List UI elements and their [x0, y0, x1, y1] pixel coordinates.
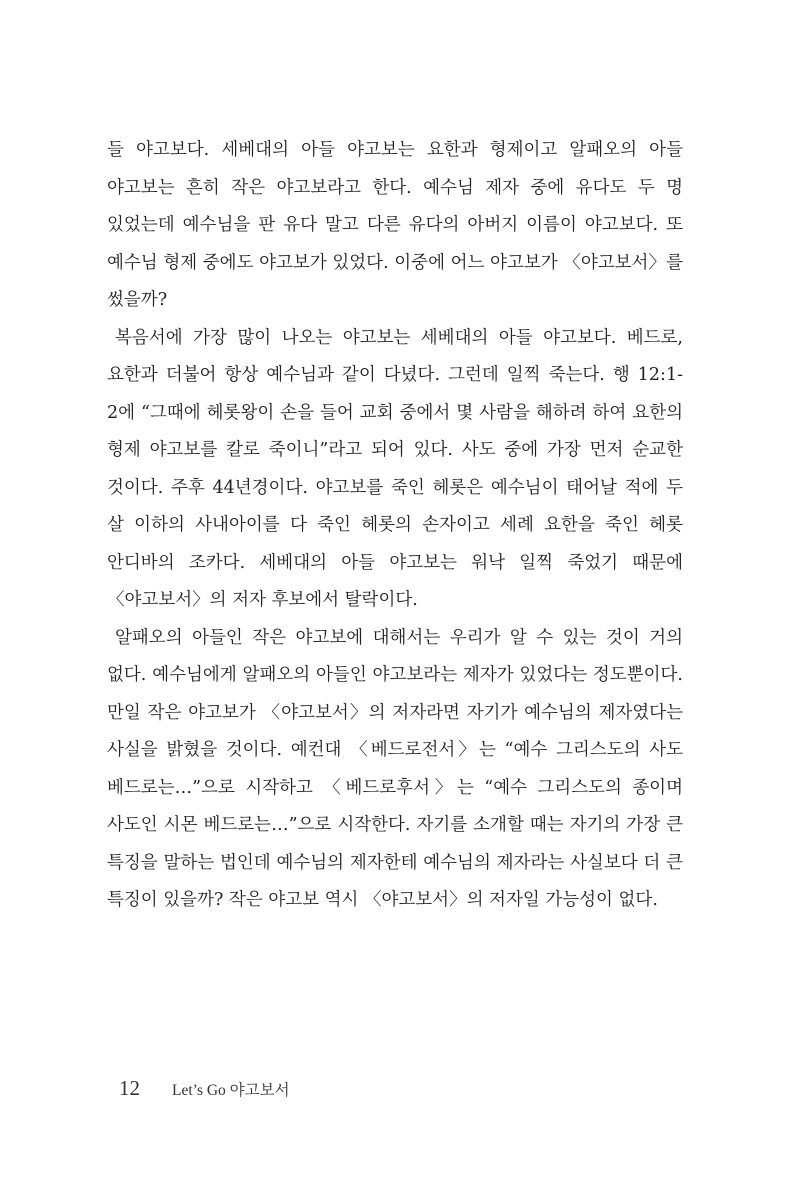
page-footer	[119, 1076, 290, 1101]
paragraph-3: 알패오의 아들인 작은 야고보에 대해서는 우리가 알 수 있는 것이 거의 없다. 예수님에게 알패오의 아들인 야고보라는 제자가 있었다는 정도뿐이다. 만일 작은 야고보가 〈야고보서〉의 저자라면 자기가 예수님의 제자였다는 사실을 밝혔을 것이다. 예컨대 〈베드로전서〉는 “예수 그리스도의 사도 베드로는…”으로 시작하고 〈베드로후서〉는 “예수 그리스도의 종이며 사도인 시몬 베드로는…”으로 시작한다. 자기를 소개할 때는 자기의 가장 큰 특징을 말하는 법인데 예수님의 제자한테 예수님의 제자라는 사실보다 더 큰 특징이 있을까? 작은 야고보 역시 〈야고보서〉의 저자일 가능성이 없다.	[107, 627, 683, 910]
body-text	[107, 132, 683, 920]
page-number: 12	[119, 1076, 140, 1100]
running-title: Let’s Go 야고보서	[172, 1082, 290, 1099]
paragraph-2: 복음서에 가장 많이 나오는 야고보는 세베대의 아들 야고보다. 베드로, 요한과 더불어 항상 예수님과 같이 다녔다. 그런데 일찍 죽는다. 행 12:1-2에 “그때에 헤롯왕이 손을 들어 교회 중에서 몇 사람을 해하려 하여 요한의 형제 야고보를 칼로 죽이니”라고 되어 있다. 사도 중에 가장 먼저 순교한 것이다. 주후 44년경이다. 야고보를 죽인 헤롯은 예수님이 태어날 적에 두 살 이하의 사내아이를 다 죽인 헤롯의 손자이고 세례 요한을 죽인 헤롯 안디바의 조카다. 세베대의 아들 야고보는 워낙 일찍 죽었기 때문에 〈야고보서〉의 저자 후보에서 탈락이다.	[107, 327, 683, 610]
paragraph-1: 들 야고보다. 세베대의 아들 야고보는 요한과 형제이고 알패오의 아들 야고보는 흔히 작은 야고보라고 한다. 예수님 제자 중에 유다도 두 명 있었는데 예수님을 판 유다 말고 다른 유다의 아버지 이름이 야고보다. 또 예수님 형제 중에도 야고보가 있었다. 이중에 어느 야고보가 〈야고보서〉를 썼을까?	[107, 140, 683, 310]
